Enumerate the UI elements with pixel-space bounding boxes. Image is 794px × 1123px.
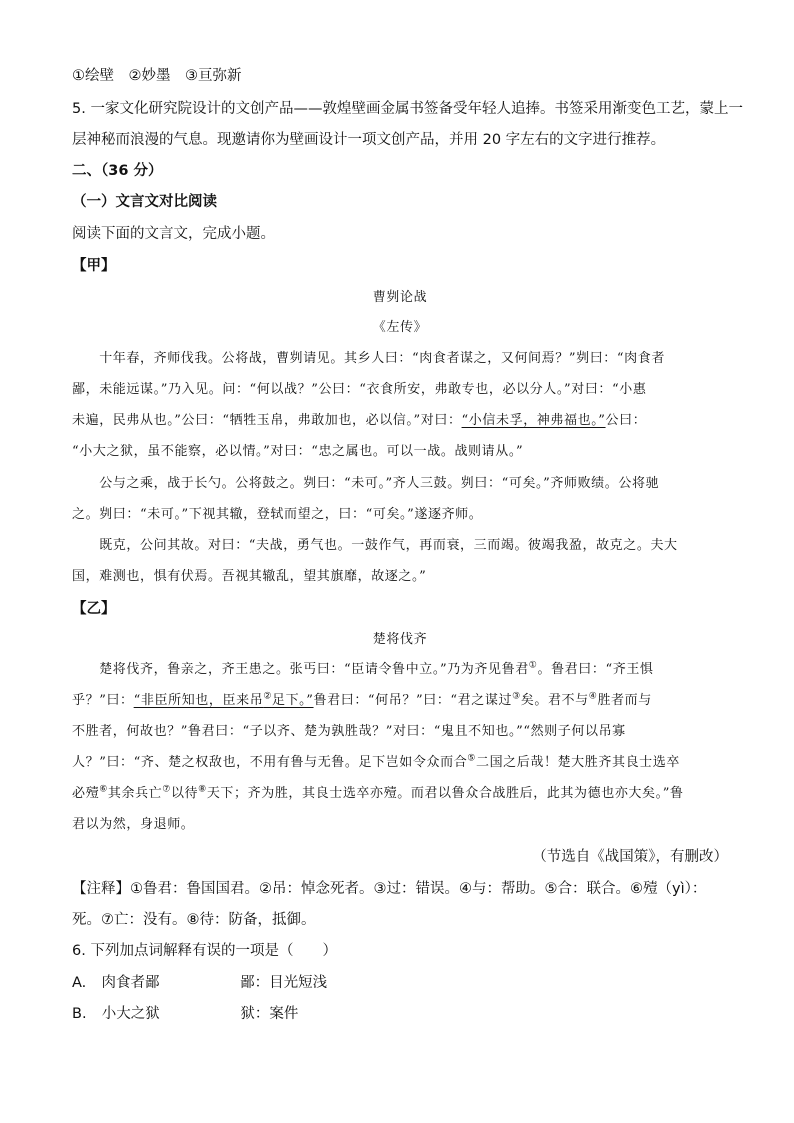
q4-answer-options: ①绘壁 ②妙墨 ③亘弥新 — [72, 68, 242, 84]
yi-text: 其余兵亡 — [107, 786, 163, 801]
yi-text: 天下；齐为胜，其良士选卒亦殪。而君以鲁众合战胜后，此其为德也亦大矣。”鲁 — [206, 786, 684, 801]
yi-line — [72, 753, 728, 773]
underlined-sentence: “小信未孚，神弗福也。” — [461, 413, 606, 428]
option-phrase: 小大之狱 — [101, 1006, 160, 1022]
note-marker: ④ — [588, 691, 598, 702]
yi-text: 必殪 — [72, 786, 100, 801]
option-letter: A. — [72, 975, 87, 991]
q5-text-line-2: 层神秘而浪漫的气息。现邀请你为壁画设计一项文创产品，并用 20 字左右的文字进行推荐。 — [72, 132, 666, 148]
option-gloss: 鄙：目光短浅 — [240, 975, 328, 991]
yi-line — [72, 660, 728, 680]
passage-jia-tag: 【甲】 — [72, 258, 116, 274]
yi-text: “非臣所知也，臣来吊 — [133, 693, 264, 708]
note-marker: ⑦ — [162, 784, 171, 795]
yi-text: 足下。” — [271, 693, 314, 708]
note-marker: ⑥ — [99, 784, 108, 795]
jia-line: 既克，公问其故。对曰：“夫战，勇气也。一鼓作气，再而衰，三而竭。彼竭我盈，故克之。夫大 — [72, 538, 678, 553]
yi-text: 人？”曰：“齐、楚之权敌也，不用有鲁与无鲁。足下岂如令众而合 — [72, 755, 468, 770]
yi-text: 矣。君不与 — [520, 693, 589, 708]
yi-text: 乎？”曰： — [72, 693, 134, 708]
note-marker: ② — [263, 691, 272, 702]
passage-yi-tag: 【乙】 — [72, 601, 116, 617]
option-gloss: 狱：案件 — [240, 1006, 299, 1022]
passage-jia-title: 曹刿论战 — [372, 290, 428, 305]
yi-line: 不胜者，何故也？”鲁君曰：“子以齐、楚为孰胜哉？”对曰：“鬼且不知也。”“然则子何以吊寡 — [72, 724, 626, 739]
passage-yi-title: 楚将伐齐 — [372, 632, 428, 647]
jia-text: 公曰： — [605, 413, 647, 428]
q5-text-line-1: 5. 一家文化研究院设计的文创产品——敦煌壁画金属书签备受年轻人追捧。书签采用渐变色工艺，蒙上一 — [72, 101, 743, 117]
note-marker: ⑧ — [198, 784, 207, 795]
question-6-stem: 6. 下列加点词解释有误的一项是（ ） — [72, 943, 337, 959]
option-b[interactable] — [72, 1004, 728, 1024]
yi-text: 以待 — [170, 786, 199, 801]
yi-text: 。鲁君曰：“齐王惧 — [537, 662, 654, 677]
yi-line: 君以为然，身退师。 — [72, 817, 195, 832]
jia-line: 国，难测也，惧有伏焉。吾视其辙乱，望其旗靡，故逐之。” — [72, 569, 427, 584]
reading-instruction: 阅读下面的文言文，完成小题。 — [72, 226, 275, 242]
section-heading: 二、（36 分） — [72, 163, 163, 179]
yi-line — [72, 691, 728, 711]
annotation-line-2: 死。⑦亡：没有。⑧待：防备，抵御。 — [72, 912, 316, 928]
option-letter: B. — [72, 1006, 87, 1022]
jia-line: 鄙，未能远谋。”乃入见。问：“何以战？”公曰：“衣食所安，弗敢专也，必以分人。”对曰：“小惠 — [72, 382, 647, 397]
jia-line: “小大之狱，虽不能察，必以情。”对曰：“忠之属也。可以一战。战则请从。” — [72, 444, 524, 459]
subsection-heading: （一）文言文对比阅读 — [72, 194, 217, 210]
jia-text: 未遍，民弗从也。”公曰：“牺牲玉帛，弗敢加也，必以信。”对曰： — [72, 413, 462, 428]
jia-line: 十年春，齐师伐我。公将战，曹刿请见。其乡人曰：“肉食者谋之，又何间焉？”刿曰：“肉食者 — [72, 351, 665, 366]
note-marker: ⑤ — [467, 753, 476, 764]
passage-yi-source: （节选自《战国策》，有删改） — [532, 849, 728, 865]
yi-text: 二国之后哉！楚大胜齐其良士选卒 — [475, 755, 680, 770]
yi-line — [72, 784, 728, 804]
yi-text: 鲁君曰：“何吊？”曰：“君之谋过 — [313, 693, 513, 708]
underlined-sentence — [134, 693, 314, 708]
yi-text: 楚将伐齐，鲁亲之，齐王患之。张丐曰：“臣请令鲁中立。”乃为齐见鲁君 — [72, 662, 529, 677]
passage-jia-source: 《左传》 — [372, 320, 428, 335]
jia-line: 公与之乘，战于长勺。公将鼓之。刿曰：“未可。”齐人三鼓。刿曰：“可矣。”齐师败绩。公将驰 — [72, 476, 660, 491]
note-marker: ③ — [512, 691, 521, 702]
annotation-line-1: 【注释】①鲁君：鲁国国君。②吊：悼念死者。③过：错误。④与：帮助。⑤合：联合。⑥殪（yì）： — [72, 881, 707, 897]
note-marker: ① — [528, 660, 538, 671]
yi-text: 胜者而与 — [597, 693, 652, 708]
option-phrase: 肉食者鄙 — [101, 975, 160, 991]
option-a[interactable] — [72, 973, 728, 993]
jia-line: 之。刿曰：“未可。”下视其辙，登轼而望之，曰：“可矣。”遂逐齐师。 — [72, 507, 483, 522]
jia-line — [72, 411, 728, 431]
